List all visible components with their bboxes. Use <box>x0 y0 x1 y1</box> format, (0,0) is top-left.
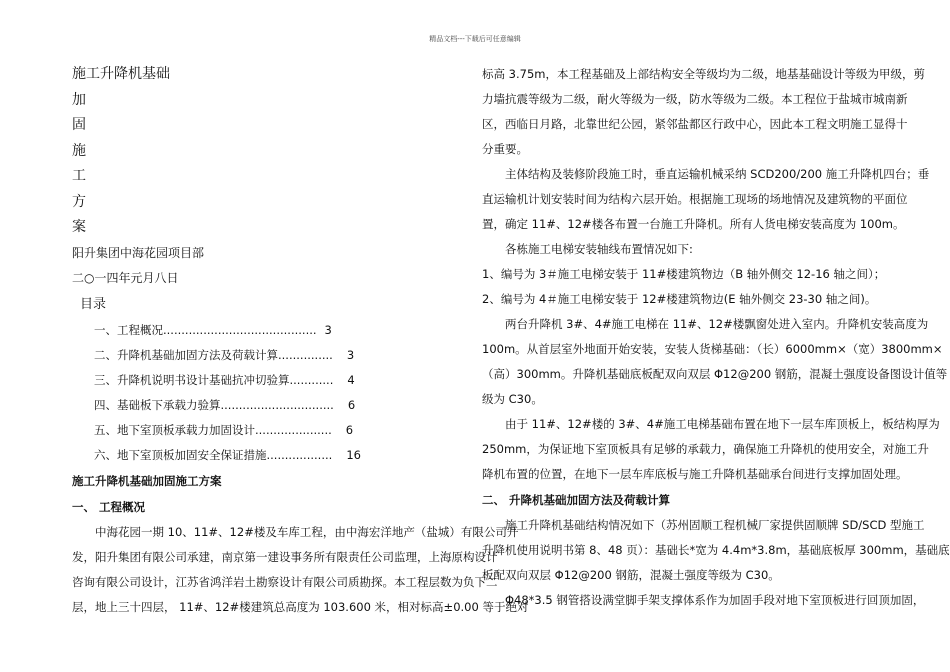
paragraph-line: 升降机使用说明书第 8、48 页）：基础长*宽为 4.4m*3.8m，基础底板厚 300mm，基础底 <box>482 543 950 557</box>
toc-item-label: 二、升降机基础加固方法及荷载计算............... <box>94 347 333 362</box>
cover-title-line-4: 施 <box>72 142 86 159</box>
paragraph-line: 标高 3.75m，本工程基础及上部结构安全等级均为二级，地基基础设计等级为甲级，剪 <box>482 67 925 81</box>
toc-item-page: 3 <box>346 347 355 362</box>
paragraph-line: 板配双向双层 Φ12@200 钢筋，混凝土强度等级为 C30。 <box>482 568 780 582</box>
toc-item-label: 六、地下室顶板加固安全保证措施.................. <box>94 447 333 462</box>
section-1-heading: 一、 工程概况 <box>72 499 146 514</box>
paragraph-line: 降机布置的位置，在地下一层车库底板与施工升降机基础承台间进行支撑加固处理。 <box>482 467 908 481</box>
paragraph-line: 力墙抗震等级为二级，耐火等级为一级，防水等级为二级。本工程位于盐城市城南新 <box>482 92 908 106</box>
paragraph-line: 各栋施工电梯安装轴线布置情况如下: <box>505 242 693 256</box>
paragraph-line: 施工升降机基础结构情况如下（苏州固顺工程机械厂家提供固顺牌 SD/SCD 型施工 <box>505 518 925 532</box>
toc-item[interactable] <box>72 393 467 418</box>
toc-item-page: 6 <box>345 422 354 437</box>
toc-item-label: 四、基础板下承载力验算............................... <box>94 397 334 412</box>
paragraph-line: 中海花园一期 10、11#、12#楼及车库工程，由中海宏洋地产（盐城）有限公司开 <box>95 524 519 539</box>
toc-title: 目录 <box>80 296 107 312</box>
list-item: 2、编号为 4＃施工电梯安装于 12#楼建筑物边(E 轴外侧交 23-30 轴之间)。 <box>482 292 877 306</box>
cover-title-line-6: 方 <box>72 193 86 210</box>
cover-title-line-7: 案 <box>72 219 86 235</box>
paragraph-line: 咨询有限公司设计，江苏省鸿洋岩土勘察设计有限公司质勘探。本工程层数为负下二 <box>72 574 498 589</box>
paragraph-line: 区，西临日月路，北靠世纪公园，紧邻盐都区行政中心，因此本工程文明施工显得十 <box>482 117 908 131</box>
toc-item[interactable] <box>72 318 467 343</box>
paragraph-line: 主体结构及装修阶段施工时，垂直运输机械采纳 SCD200/200 施工升降机四台；垂 <box>505 167 930 181</box>
organization: 阳升集团中海花园项目部 <box>72 245 205 260</box>
toc-item-page: 16 <box>346 447 361 462</box>
paragraph-line: 250mm，为保证地下室顶板具有足够的承载力，确保施工升降机的使用安全，对施工升 <box>482 442 929 456</box>
toc-item[interactable] <box>72 343 467 368</box>
cover-title-line-3: 固 <box>72 117 86 133</box>
toc-item-page: 4 <box>347 372 355 387</box>
header-note: 精品文档---下载后可任意编辑 <box>429 35 521 43</box>
toc-item-label: 三、升降机说明书设计基础抗冲切验算............ <box>94 372 334 387</box>
paragraph-line: 置，确定 11#、12#楼各布置一台施工升降机。所有人货电梯安装高度为 100m。 <box>482 217 905 231</box>
cover-title-line-5: 工 <box>72 168 86 184</box>
paragraph-line: 级为 C30。 <box>482 392 543 406</box>
document-title: 施工升降机基础加固施工方案 <box>72 473 222 488</box>
cover-title-line-1: 施工升降机基础 <box>72 66 170 82</box>
toc-item-label: 一、工程概况.......................................... <box>94 322 317 337</box>
paragraph-line: 发，阳升集团有限公司承建，南京第一建设事务所有限责任公司监理，上海原构设计 <box>72 549 498 564</box>
right-column <box>482 62 950 613</box>
paragraph-line: 分重要。 <box>482 142 528 156</box>
paragraph-line: （高）300mm。升降机基础底板配双向双层 Φ12@200 钢筋，混凝土强度设备图设计值等 <box>482 367 948 381</box>
list-item: 1、编号为 3＃施工电梯安装于 11#楼建筑物边（B 轴外侧交 12-16 轴之间）； <box>482 267 886 281</box>
toc-item-label: 五、地下室顶板承载力加固设计..................... <box>94 422 332 437</box>
toc-item[interactable] <box>72 418 467 443</box>
toc-item[interactable] <box>72 368 467 393</box>
paragraph-line: 层，地上三十四层， 11#、12#楼建筑总高度为 103.600 米，相对标高±0.00 等于绝对 <box>72 599 529 614</box>
paragraph-line: 100m。从首层室外地面开始安装，安装人货梯基础：（长）6000mm×（宽）3800mm× <box>482 342 943 356</box>
cover-title-line-2: 加 <box>72 91 86 108</box>
paragraph-line: 两台升降机 3#、4#施工电梯在 11#、12#楼飘窗处进入室内。升降机安装高度为 <box>505 317 929 331</box>
paragraph-line: 由于 11#、12#楼的 3#、4#施工电梯基础布置在地下一层车库顶板上，板结构厚为 <box>505 417 940 431</box>
paragraph-line: 直运输机计划安装时间为结构六层开始。根据施工现场的场地情况及建筑物的平面位 <box>482 192 908 206</box>
document-date: 二○一四年元月八日 <box>72 270 179 285</box>
toc-item-page: 3 <box>324 322 332 337</box>
paragraph-line: Φ48*3.5 钢管搭设满堂脚手架支撑体系作为加固手段对地下室顶板进行回顶加固， <box>505 593 925 607</box>
toc-item[interactable] <box>72 443 467 468</box>
section-2-heading: 二、 升降机基础加固方法及荷载计算 <box>482 493 671 507</box>
toc-item-page: 6 <box>347 397 356 412</box>
